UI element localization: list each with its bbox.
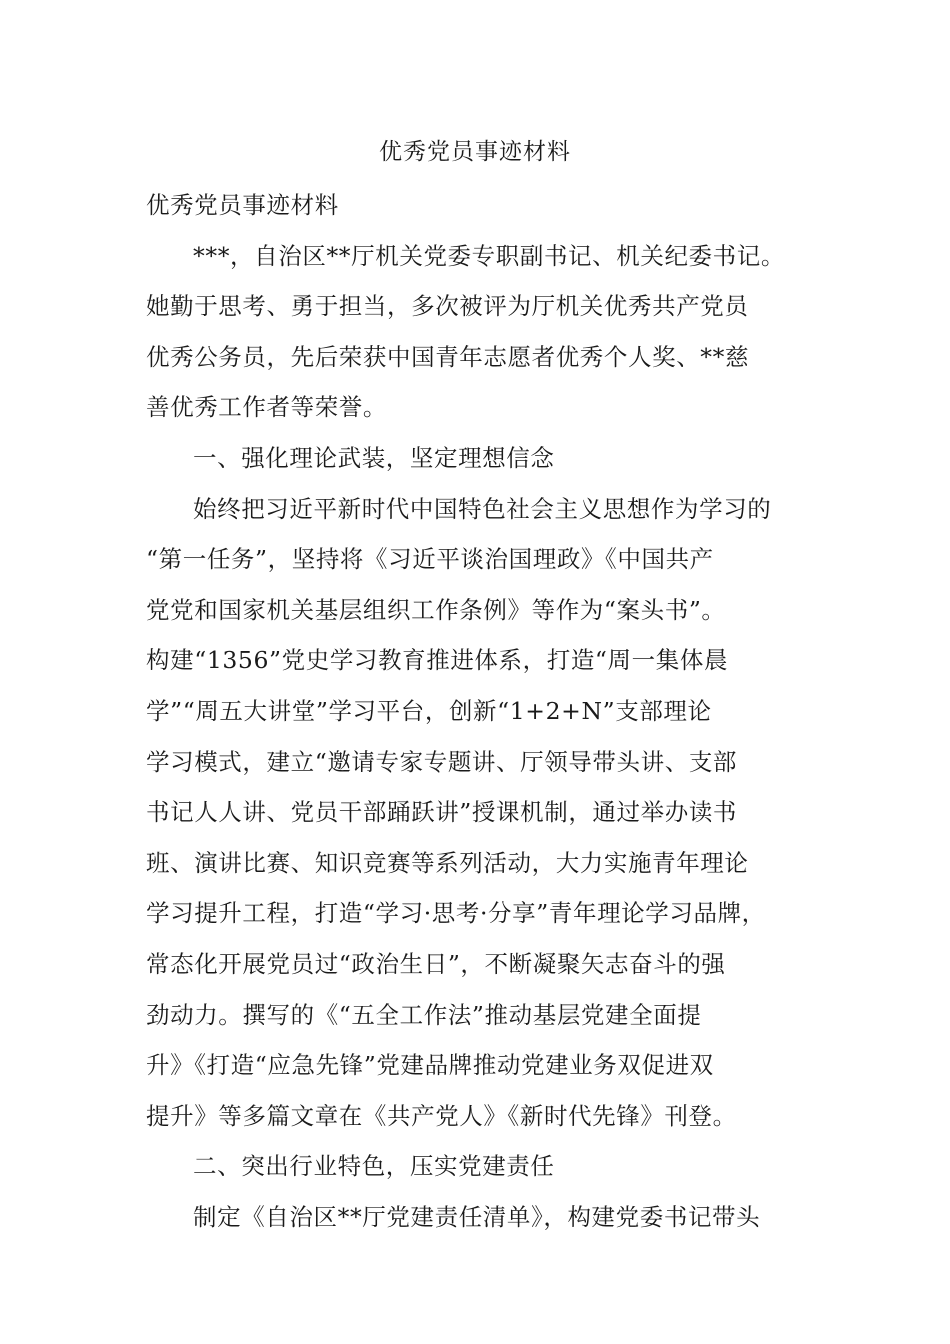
paragraph-line: 劲动力。撰写的《“五全工作法”推动基层党建全面提: [146, 1000, 702, 1029]
paragraph-line: 她勤于思考、勇于担当，多次被评为厅机关优秀共产党员: [146, 292, 749, 321]
paragraph-line: 学习模式，建立“邀请专家专题讲、厅领导带头讲、支部: [146, 747, 738, 776]
paragraph-line: 党党和国家机关基层组织工作条例》等作为“案头书”。: [146, 595, 726, 624]
paragraph-line: 始终把习近平新时代中国特色社会主义思想作为学习的: [193, 494, 772, 523]
paragraph-line: 学”“周五大讲堂”学习平台，创新“1+2+N”支部理论: [146, 696, 712, 725]
section-heading-2: 二、突出行业特色，压实党建责任: [193, 1152, 555, 1181]
subtitle-line: 优秀党员事迹材料: [146, 191, 339, 219]
paragraph-line: 常态化开展党员过“政治生日”，不断凝聚矢志奋斗的强: [146, 949, 726, 978]
paragraph-line: 制定《自治区**厅党建责任清单》，构建党委书记带头: [193, 1202, 761, 1231]
paragraph-line: 书记人人讲、党员干部踊跃讲”授课机制，通过举办读书: [146, 798, 738, 827]
paragraph-line: 升》《打造“应急先锋”党建品牌推动党建业务双促进双: [146, 1051, 714, 1080]
paragraph-line: ***，自治区**厅机关党委专职副书记、机关纪委书记。: [193, 241, 785, 270]
paragraph-line: 提升》等多篇文章在《共产党人》《新时代先锋》刊登。: [146, 1101, 737, 1130]
paragraph-line: 构建“1356”党史学习教育推进体系，打造“周一集体晨: [146, 646, 729, 675]
document-body: [146, 180, 822, 1242]
paragraph-line: 善优秀工作者等荣誉。: [146, 393, 387, 422]
document-title: 优秀党员事迹材料: [379, 139, 571, 165]
paragraph-line: 学习提升工程，打造“学习·思考·分享”青年理论学习品牌，: [146, 899, 766, 928]
section-heading-1: 一、强化理论武装，坚定理想信念: [193, 443, 555, 472]
paragraph-line: 班、演讲比赛、知识竞赛等系列活动，大力实施青年理论: [146, 848, 749, 877]
paragraph-line: 优秀公务员，先后荣获中国青年志愿者优秀个人奖、**慈: [146, 342, 750, 371]
paragraph-line: “第一任务”，坚持将《习近平谈治国理政》《中国共产: [146, 545, 714, 574]
